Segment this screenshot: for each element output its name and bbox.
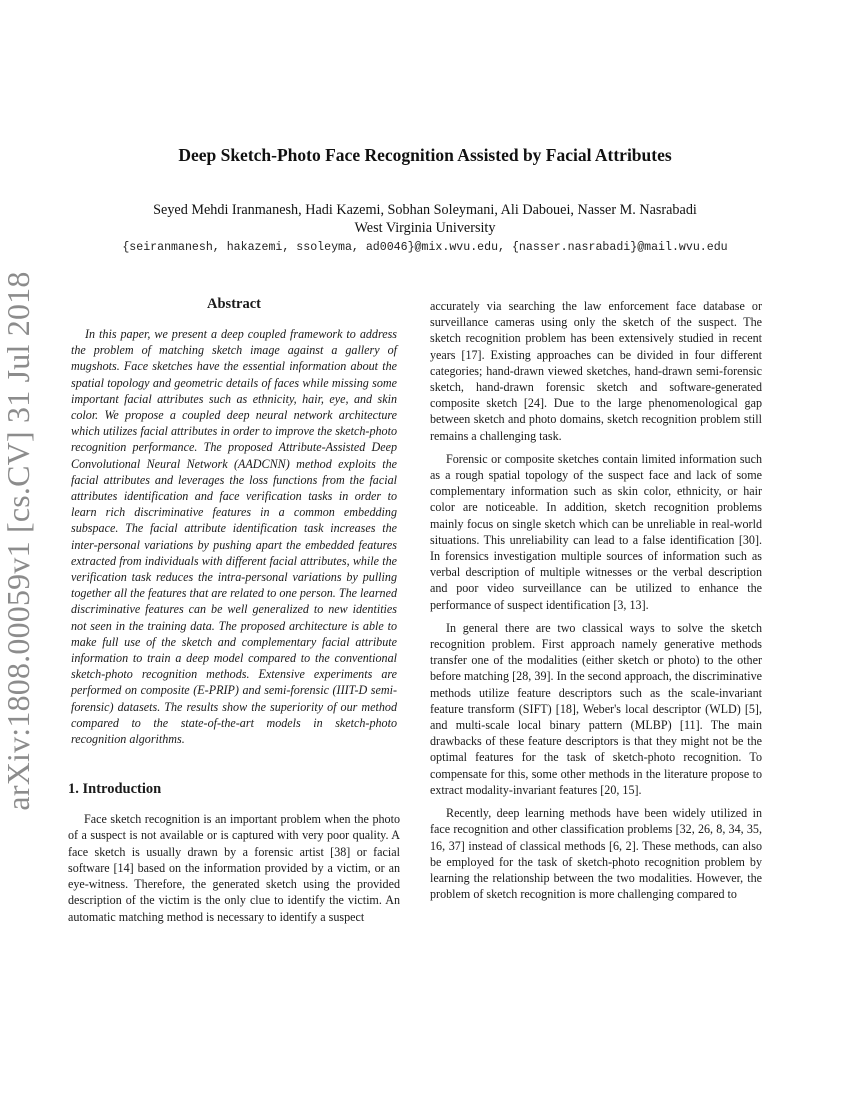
body-paragraph: Forensic or composite sketches contain limited information such as a rough spatial topology of the suspect face and lack of some complementary information such as skin color, ethnicity, or hair color are noticeable. In addition, sketch recognition problems mainly focus on single sketch which can be unreliable in real-world situations. This unreliability can lead to a false identification [30]. In forensics investigation multiple sources of information such as verbal description of multiple witnesses or the verbal description and poor video surveillance can be utilized to enhance the performance of suspect identification [3, 13]. xyxy=(430,451,762,612)
abstract-text: In this paper, we present a deep coupled framework to address the problem of matching sketch image against a gallery of mugshots. Face sketches have the essential information about the spatial topology and geometric details of faces while missing some important facial attributes such as ethnicity, hair, eye, and skin color. We propose a coupled deep neural network architecture which utilizes facial attributes in order to improve the sketch-photo recognition performance. The proposed Attribute-Assisted Deep Convolutional Neural Network (AADCNN) method exploits the facial attributes and leverages the loss functions from the facial attributes identification and face verification tasks in order to learn rich discriminative features in a common embedding subspace. The facial attribute identification task increases the inter-personal variations by pushing apart the embedded features extracted from individuals with different facial attributes, while the verification task reduces the intra-personal variations by pulling together all the features that are related to one person. The learned discriminative features can be well generalized to new identities not seen in the training data. The proposed architecture is able to make full use of the sketch and complementary facial attribute information to train a deep model compared to the conventional sketch-photo recognition methods. Extensive experiments are performed on composite (E-PRIP) and semi-forensic (IIIT-D semi-forensic) datasets. The results show the superiority of our method compared to the state-of-the-art models in sketch-photo recognition algorithms. xyxy=(71,327,397,747)
author-affiliation: West Virginia University xyxy=(354,220,496,236)
paper-title: Deep Sketch-Photo Face Recognition Assisted by Facial Attributes xyxy=(178,145,672,165)
introduction-heading: 1. Introduction xyxy=(68,781,162,798)
abstract-heading: Abstract xyxy=(207,296,261,312)
author-emails: {seiranmanesh, hakazemi, ssoleyma, ad0046}@mix.wvu.edu, {nasser.nasrabadi}@mail.wvu.edu xyxy=(122,241,728,254)
arxiv-identifier-stamp: arXiv:1808.00059v1 [cs.CV] 31 Jul 2018 xyxy=(0,271,36,811)
body-paragraph: accurately via searching the law enforcement face database or surveillance cameras using only the sketch of the suspect. The sketch recognition problem has been extensively studied in recent years [17]. Existing approaches can be divided in four different categories; hand-drawn viewed sketches, hand-drawn semi-forensic sketch, hand-drawn forensic sketch and software-generated composite sketch [24]. Due to the large phenomenological gap between sketch and photo domains, sketch recognition problem still remains a challenging task. xyxy=(430,299,762,443)
body-paragraph: Recently, deep learning methods have been widely utilized in face recognition and other classification problems [32, 26, 8, 34, 35, 16, 37] instead of classical methods [6, 2]. These methods, can also be employed for the task of sketch-photo recognition problem by learning the relationship between the two modalities. However, the problem of sketch recognition is more challenging compared to xyxy=(430,806,762,902)
left-column xyxy=(68,296,400,932)
body-paragraph: In general there are two classical ways to solve the sketch recognition problem. First approach namely generative methods transfer one of the modalities (either sketch or photo) to the other before matching [28, 39]. In the second approach, the discriminative methods utilize feature descriptors such as the scale-invariant feature transform (SIFT) [18], Weber's local descriptor (WLD) [5], and multi-scale local binary pattern (MLBP) [11]. The main drawbacks of these feature descriptors is that they might not be the optimal features for the task of sketch-photo recognition. To compensate for this, some other methods in the literature propose to extract modality-invariant features [20, 15]. xyxy=(430,620,762,797)
right-column xyxy=(430,298,762,909)
introduction-paragraph: Face sketch recognition is an important problem when the photo of a suspect is not available or is captured with very poor quality. A face sketch is usually drawn by a forensic artist [38] or facial software [14] based on the information provided by a victim, or an eye-witness. Therefore, the generated sketch using the provided description of the victim is the only clue to identify the victim. An automatic matching method is necessary to identify a suspect xyxy=(68,812,400,924)
author-list: Seyed Mehdi Iranmanesh, Hadi Kazemi, Sobhan Soleymani, Ali Dabouei, Nasser M. Nasrabadi xyxy=(153,202,697,218)
